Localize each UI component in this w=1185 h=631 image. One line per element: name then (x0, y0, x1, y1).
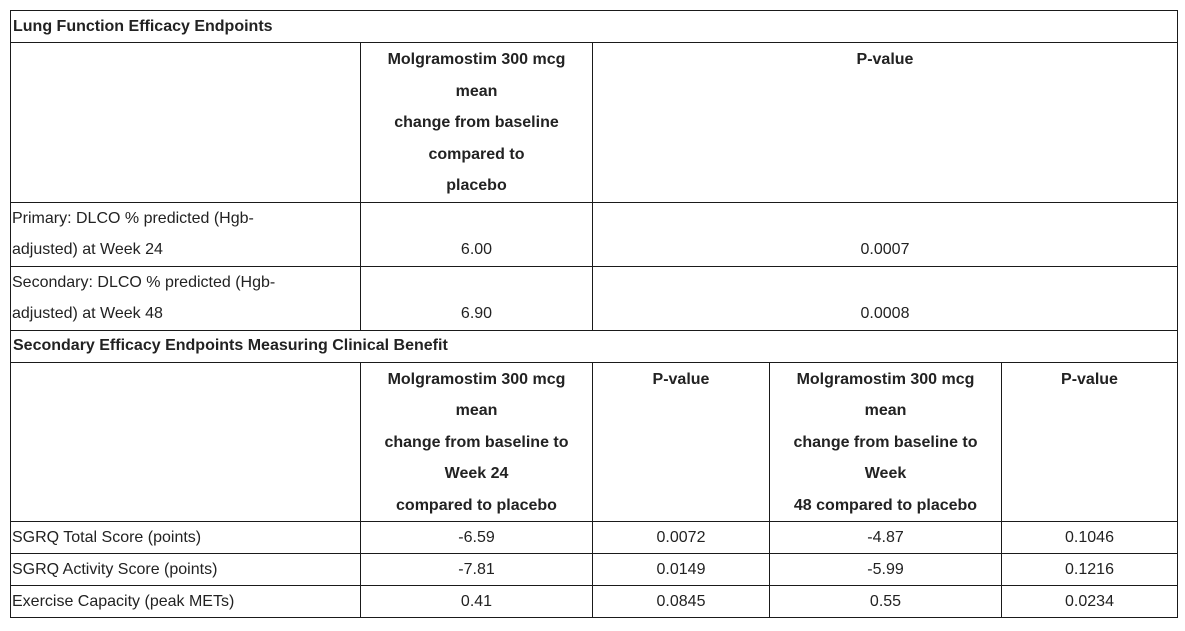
header-line: Week 24 (444, 465, 509, 482)
table-cell: 0.0845 (593, 586, 770, 618)
header-line: mean (455, 402, 498, 419)
table-row (11, 554, 1178, 586)
header-line: compared to (428, 145, 525, 163)
row-label: SGRQ Total Score (points) (11, 522, 361, 554)
empty-header-cell (11, 43, 361, 203)
table-row (11, 522, 1178, 554)
header-line: change from baseline to (384, 433, 569, 451)
header-p-value (593, 43, 1178, 203)
row-label-secondary-dlco (11, 266, 361, 330)
cell-secondary-value: 6.90 (361, 266, 593, 330)
empty-header-cell (11, 362, 361, 522)
header-p-value-week24 (593, 362, 770, 522)
table-cell: 0.0072 (593, 522, 770, 554)
header-line: Molgramostim 300 mcg (387, 370, 566, 388)
header-line: change from baseline (394, 114, 559, 131)
table-cell: 0.1216 (1002, 554, 1178, 586)
table-cell: 0.0149 (593, 554, 770, 586)
header-line: mean (455, 82, 498, 100)
table-cell: -4.87 (770, 522, 1002, 554)
table-cell: 0.55 (770, 586, 1002, 618)
label-line: Secondary: DLCO % predicted (Hgb- (12, 273, 276, 291)
label-line: adjusted) at Week 48 (12, 305, 163, 322)
table-cell: -7.81 (361, 554, 593, 586)
header-line: compared to placebo (396, 496, 557, 514)
cell-primary-value: 6.00 (361, 202, 593, 266)
cell-secondary-p-value: 0.0008 (593, 266, 1178, 330)
table-cell: 0.41 (361, 586, 593, 618)
header-line: mean (864, 402, 907, 419)
section-title-lung-function: Lung Function Efficacy Endpoints (11, 11, 1178, 43)
row-label: Exercise Capacity (peak METs) (11, 586, 361, 618)
header-molgramostim-week24 (361, 362, 593, 522)
table-cell: 0.1046 (1002, 522, 1178, 554)
header-line: P-value (856, 51, 914, 68)
table-cell: -6.59 (361, 522, 593, 554)
table-cell: 0.0234 (1002, 586, 1178, 618)
table-row (11, 586, 1178, 618)
header-line: placebo (446, 177, 507, 194)
cell-primary-p-value: 0.0007 (593, 202, 1178, 266)
header-line: P-value (652, 370, 710, 388)
header-molgramostim-week48 (770, 362, 1002, 522)
label-line: Primary: DLCO % predicted (Hgb- (12, 209, 254, 227)
header-line: P-value (1061, 370, 1118, 388)
header-line: 48 compared to placebo (793, 496, 978, 514)
header-line: Molgramostim 300 mcg (796, 370, 975, 388)
header-line: change from baseline to (793, 433, 978, 451)
table-cell: -5.99 (770, 554, 1002, 586)
label-line: adjusted) at Week 24 (12, 241, 163, 258)
header-p-value-week48 (1002, 362, 1178, 522)
row-label-primary-dlco (11, 202, 361, 266)
section-title-clinical-benefit: Secondary Efficacy Endpoints Measuring Clinical Benefit (11, 330, 1178, 362)
header-molgramostim-mean-change (361, 43, 593, 203)
header-line: Week (864, 465, 907, 482)
efficacy-endpoints-table (10, 10, 1178, 618)
header-line: Molgramostim 300 mcg (387, 51, 566, 68)
row-label: SGRQ Activity Score (points) (11, 554, 361, 586)
